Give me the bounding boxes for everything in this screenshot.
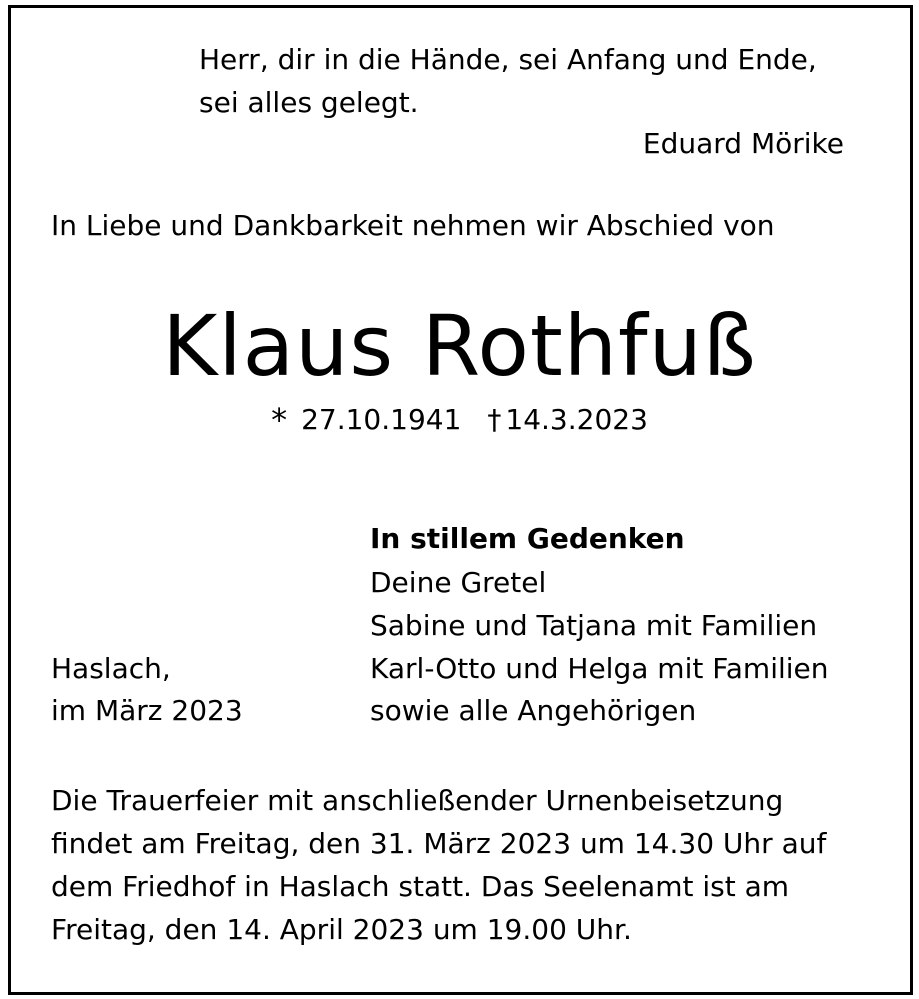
birth-symbol: *: [271, 401, 288, 439]
death-date: 14.3.2023: [505, 403, 648, 436]
mourner-line: Deine Gretel: [370, 566, 547, 599]
life-dates: [0, 400, 919, 440]
intro-text: In Liebe und Dankbarkeit nehmen wir Abschied von: [51, 209, 775, 242]
quote-author: Eduard Mörike: [642, 127, 844, 160]
funeral-line: findet am Freitag, den 31. März 2023 um 14.30 Uhr auf: [51, 827, 827, 860]
birth-date: 27.10.1941: [301, 403, 462, 436]
death-symbol: †: [487, 403, 502, 436]
deceased-name: Klaus Rothfuß: [162, 297, 757, 395]
funeral-line: Freitag, den 14. April 2023 um 19.00 Uhr.: [51, 913, 632, 946]
funeral-line: Die Trauerfeier mit anschließender Urnenbeisetzung: [51, 784, 784, 817]
mourners-heading: In stillem Gedenken: [370, 522, 685, 555]
place-town: Haslach,: [51, 652, 171, 685]
place-date: im März 2023: [51, 694, 243, 727]
funeral-info: [51, 779, 871, 951]
funeral-line: dem Friedhof in Haslach statt. Das Seelenamt ist am: [51, 870, 790, 903]
mourner-line: Sabine und Tatjana mit Familien: [370, 609, 818, 642]
mourner-line: Karl-Otto und Helga mit Familien: [370, 652, 829, 685]
quote-line-2: sei alles gelegt.: [199, 86, 419, 119]
quote-line-1: Herr, dir in die Hände, sei Anfang und Ende,: [199, 43, 817, 76]
mourner-line: sowie alle Angehörigen: [370, 694, 697, 727]
